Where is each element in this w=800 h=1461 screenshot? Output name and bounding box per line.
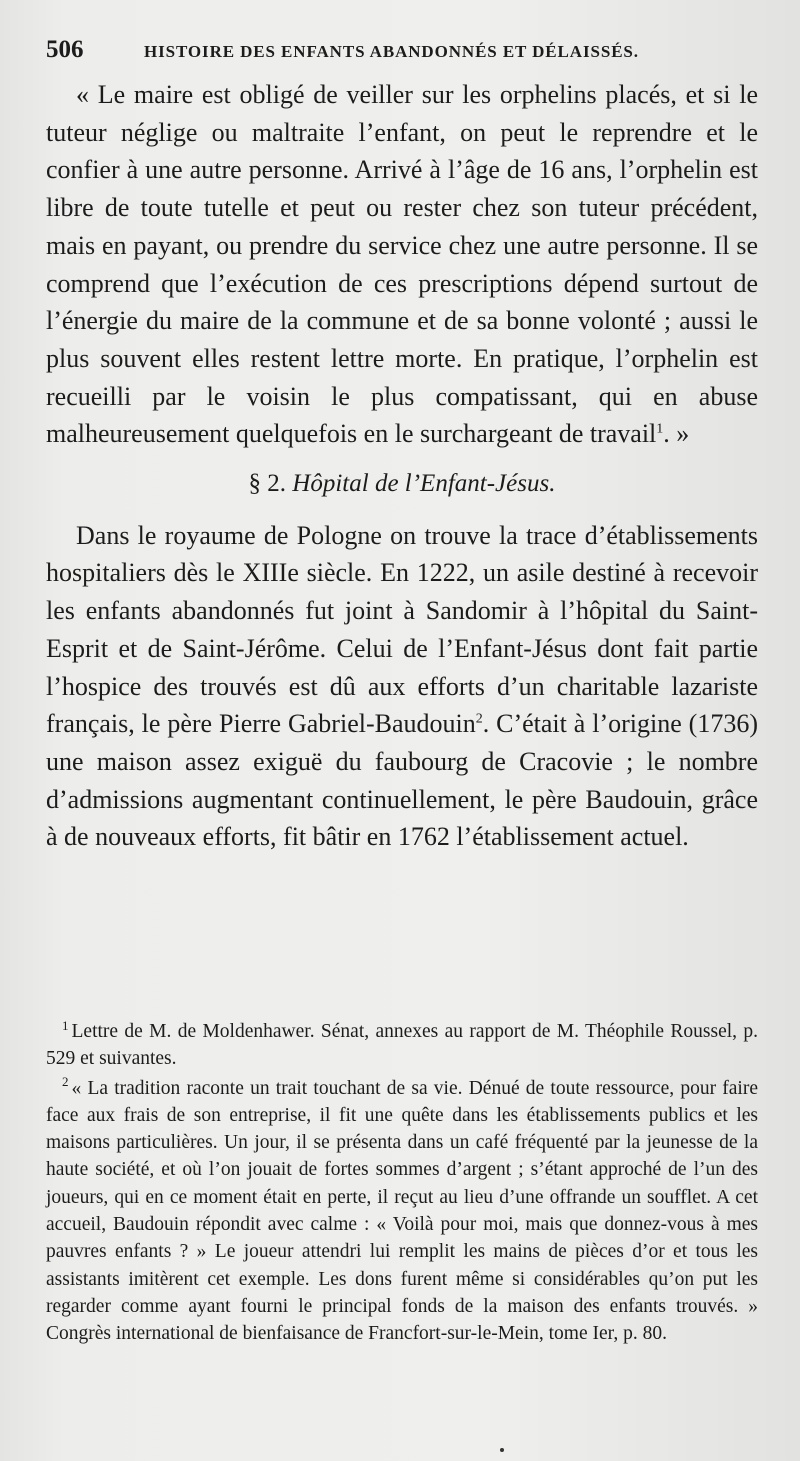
print-speck [500, 1448, 504, 1452]
paragraph [46, 517, 758, 856]
page-number: 506 [46, 36, 84, 63]
main-text [46, 76, 758, 856]
footnote-text: « La tradition raconte un trait touchant de sa vie. Dénué de toute ressource, pour faire face aux frais de son entreprise, il fit une quête dans les établissements publics et les maisons particulières. Un jour, il se présenta dans un café fréquenté par la jeunesse de la haute société, et où l’on jouait de fortes sommes d’argent ; s’étant approché de l’un des joueurs, qui en ce moment était en perte, il reçut au lieu d’une offrande un soufflet. A cet accueil, Baudouin répondit avec calme : « Voilà pour moi, mais que donnez-vous à mes pauvres enfants ? » Le joueur attendri lui remplit les mains de pièces d’or et tous les assistants imitèrent cet exemple. Les dons furent même si considérables qu’on put les regarder comme ayant fourni le principal fonds de la maison des enfants trouvés. » Congrès international de bienfaisance de Francfort-sur-le-Mein, tome Ier, p. 80. [46, 1077, 758, 1345]
footnotes [46, 1018, 758, 1350]
paragraph-text-end: . » [663, 419, 690, 449]
footnote-mark: 1 [62, 1017, 69, 1033]
section-heading [46, 465, 758, 503]
footnote [46, 1075, 758, 1348]
paragraph-text: Dans le royaume de Pologne on trouve la trace d’établissements hospitaliers dès le XIIIe siècle. En 1222, un asile destiné à recevoir les enfants abandonnés fut joint à Sandomir à l’hôpital du Saint-Esprit et de Saint-Jérôme. Celui de l’Enfant-Jésus dont fait partie l’hospice des trouvés est dû aux efforts d’un charitable lazariste français, le père Pierre Gabriel-Baudouin [46, 520, 758, 739]
footnote-mark: 2 [62, 1074, 69, 1090]
paragraph-text-end: . C’était à l’origine (1736) une maison assez exiguë du faubourg de Cracovie ; le nombre d’admissions augmentant continuellement, le père Baudouin, grâce à de nouveaux efforts, fit bâtir en 1762 l’établissement actuel. [46, 709, 758, 852]
footnote-ref: 2 [475, 711, 483, 727]
paragraph [46, 76, 758, 453]
paragraph-text: « Le maire est obligé de veiller sur les orphelins placés, et si le tuteur néglige ou maltraite l’enfant, on peut le reprendre et le confier à une autre personne. Arrivé à l’âge de 16 ans, l’orphelin est libre de toute tutelle et peut ou rester chez son tuteur précédent, mais en payant, ou prendre du service chez une autre personne. Il se comprend que l’exécution de ces prescriptions dépend surtout de l’énergie du maire de la commune et de sa bonne volonté ; aussi le plus souvent elles restent lettre morte. En pratique, l’orphelin est recueilli par le voisin le plus compatissant, qui en abuse malheureusement quelquefois en le surchargeant de travail [46, 80, 758, 449]
section-title: Hôpital de l’Enfant-Jésus. [292, 470, 556, 498]
footnote-text: Lettre de M. de Moldenhawer. Sénat, annexes au rapport de M. Théophile Roussel, p. 529 et suivantes. [46, 1021, 758, 1070]
page-header [46, 36, 756, 76]
section-number: § 2. [248, 470, 287, 498]
footnote-ref: 1 [656, 421, 664, 437]
running-title: HISTOIRE DES ENFANTS ABANDONNÉS ET DÉLAISSÉS. [144, 42, 639, 61]
footnote [46, 1018, 758, 1073]
